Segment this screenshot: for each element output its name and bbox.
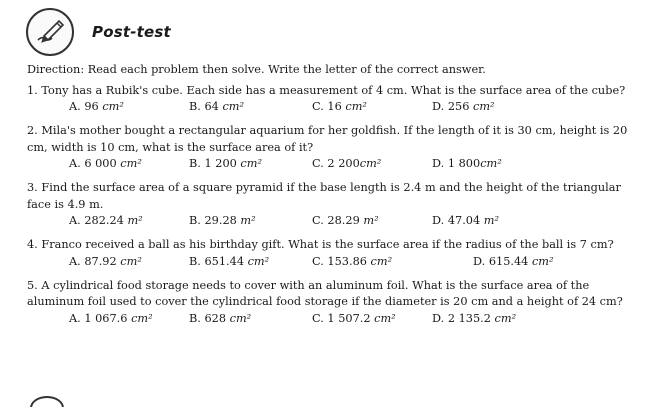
choice-1-a[interactable]: A. 96 cm² — [69, 100, 124, 113]
choice-3-a[interactable]: A. 282.24 m² — [69, 214, 143, 227]
choice-4-b[interactable]: B. 651.44 cm² — [189, 254, 270, 268]
question-2: 2. Mila's mother bought a rectangular aquarium for her goldfish. If the length of it is 30 cm, height is 20 cm, width is 10 cm, what is the surface area of it? — [27, 124, 628, 154]
choice-3-b[interactable]: B. 29.28 m² — [189, 214, 256, 227]
header — [26, 6, 171, 58]
choice-3-d[interactable]: D. 47.04 m² — [432, 214, 500, 227]
choice-5-a[interactable]: A. 1 067.6 cm² — [69, 311, 153, 325]
choice-1-d[interactable]: D. 256 cm² — [432, 100, 495, 113]
direction-text: Direction: Read each problem then solve. Write the letter of the correct answer. — [27, 63, 486, 76]
choices-5 — [27, 311, 639, 328]
choice-4-d[interactable]: D. 615.44 cm² — [473, 254, 554, 268]
pencil-writing-icon — [26, 8, 74, 56]
question-1: 1. Tony has a Rubik's cube. Each side has a measurement of 4 cm. What is the surface area of the cube? — [27, 83, 626, 97]
choice-4-c[interactable]: C. 153.86 cm² — [312, 254, 393, 268]
choices-3 — [27, 213, 639, 230]
choice-5-d[interactable]: D. 2 135.2 cm² — [432, 311, 517, 325]
choices-1 — [27, 99, 639, 116]
choice-5-b[interactable]: B. 628 cm² — [189, 311, 252, 325]
question-3: 3. Find the surface area of a square pyramid if the base length is 2.4 m and the height of the triangular face is 4.9 m. — [27, 181, 621, 211]
choice-1-c[interactable]: C. 16 cm² — [312, 100, 367, 113]
choices-2 — [27, 156, 639, 173]
choice-1-b[interactable]: B. 64 cm² — [189, 100, 245, 113]
question-5: 5. A cylindrical food storage needs to cover with an aluminum foil. What is the surface area of the aluminum foil used to cover the cylindrical food storage if the diameter is 20 cm and a height of 24 cm? — [27, 278, 623, 308]
choices-4 — [27, 254, 639, 271]
choice-2-a[interactable]: A. 6 000 cm² — [69, 157, 142, 170]
choice-2-b[interactable]: B. 1 200 cm² — [189, 157, 262, 170]
choice-2-d[interactable]: D. 1 800cm² — [432, 157, 502, 170]
question-4: 4. Franco received a ball as his birthday gift. What is the surface area if the radius of the ball is 7 cm? — [27, 238, 614, 251]
choice-2-c[interactable]: C. 2 200cm² — [312, 157, 382, 170]
test-content — [27, 62, 639, 335]
page-title: Post-test — [92, 23, 171, 41]
next-section-icon — [30, 396, 64, 407]
choice-4-a[interactable]: A. 87.92 cm² — [69, 254, 142, 268]
choice-5-c[interactable]: C. 1 507.2 cm² — [312, 311, 396, 325]
choice-3-c[interactable]: C. 28.29 m² — [312, 214, 379, 227]
